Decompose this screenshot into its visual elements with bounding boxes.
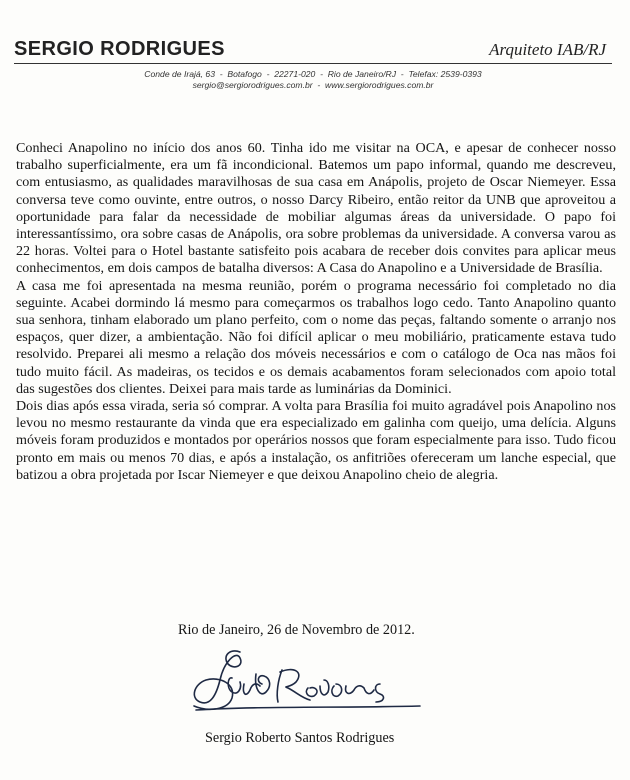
- letterhead-contact: [14, 69, 612, 91]
- letterhead-name: SERGIO RODRIGUES: [14, 38, 225, 60]
- place-date: Rio de Janeiro, 26 de Novembro de 2012.: [178, 622, 415, 638]
- paragraph-2: A casa me foi apresentada na mesma reunião, porém o programa necessário foi completado no dia seguinte. Acabei dormindo lá mesmo para começarmos os trabalhos logo cedo. Tanto Anapolino quanto sua senhora, tinham elaborado um plano perfeito, com o nome das peças, faltando somente o arranjo nos espaços, quer dizer, a ambientação. Não foi difícil aplicar o meu mobiliário, praticamente estava tudo resolvido. Preparei ali mesmo a relação dos móveis necessários e com o catálogo de Oca nas mãos foi tudo muito fácil. As madeiras, os tecidos e os demais acabamentos foram selecionados com apoio total das sugestões dos clientes. Deixei para mais tarde as luminárias da Dominici.: [16, 277, 616, 397]
- letterhead-web: sergio@sergiorodrigues.com.br - www.sergiorodrigues.com.br: [192, 80, 434, 90]
- letterhead-title: Arquiteto IAB/RJ: [489, 40, 606, 59]
- paragraph-1: Conheci Anapolino no início dos anos 60. Tinha ido me visitar na OCA, e apesar de conhecer nosso trabalho superficialmente, era um fã incondicional. Batemos um papo informal, quando me descreveu, com entusiasmo, as qualidades maravilhosas de sua casa em Anápolis, projeto de Oscar Niemeyer. Essa conversa teve como ouvinte, entre outros, o nosso Darcy Ribeiro, então reitor da UNB que aproveitou a oportunidade para falar da necessidade de mobiliar algumas áreas da universidade. O papo foi interessantíssimo, ora sobre casas de Anápolis, ora sobre problemas da universidade. A conversa varou as 22 horas. Voltei para o Hotel bastante satisfeito pois acabara de receber dois convites para aplicar meus conhecimentos, em dois campos de batalha diversos: A Casa do Anapolino e a Universidade de Brasília.: [16, 140, 616, 277]
- handwritten-signature: [170, 640, 430, 720]
- letter-body: [16, 140, 616, 484]
- letterhead-address: Conde de Irajá, 63 - Botafogo - 22271-020 - Rio de Janeiro/RJ - Telefax: 2539-0393: [144, 69, 482, 79]
- letterhead-divider: [14, 63, 612, 64]
- signer-name: Sergio Roberto Santos Rodrigues: [205, 730, 395, 746]
- paragraph-3: Dois dias após essa virada, seria só comprar. A volta para Brasília foi muito agradável pois Anapolino nos levou no mesmo restaurante da vinda que era especializado em galinha com queijo, uma delícia. Alguns móveis foram produzidos e montados por operários nossos que foram especialmente para isso. Tudo ficou pronto em mais ou menos 70 dias, e após a instalação, os anfitriões ofereceram um lanche especial, que batizou a obra projetada por Iscar Niemeyer e que deixou Anapolino cheio de alegria.: [16, 398, 616, 483]
